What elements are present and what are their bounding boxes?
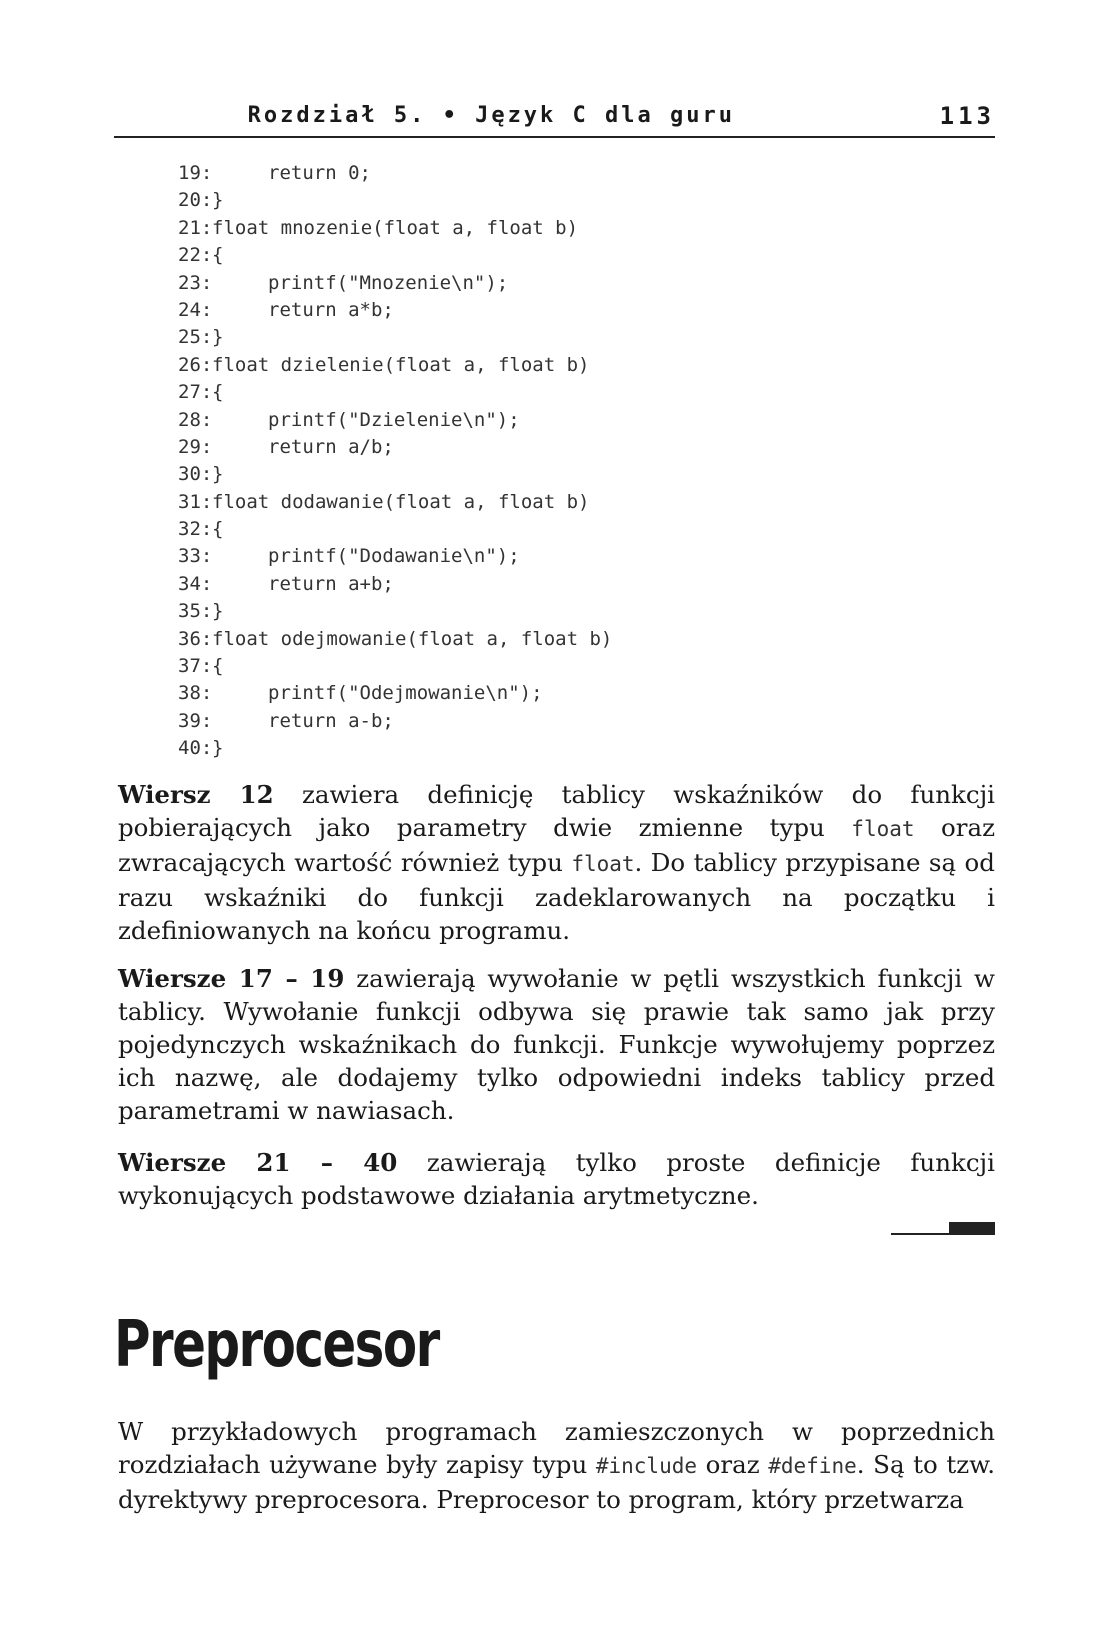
code-text: {: [212, 244, 224, 267]
line-number: 34:: [178, 572, 213, 595]
code-text: {: [212, 655, 224, 678]
code-line: [178, 215, 612, 242]
code-line: [178, 516, 612, 543]
paragraph-lead: Wiersze 21 – 40: [118, 1148, 398, 1177]
inline-code: float: [851, 817, 915, 841]
line-number: 26:: [178, 353, 213, 376]
end-mark-line: [891, 1233, 951, 1235]
code-text: return a*b;: [268, 298, 394, 321]
code-text: {: [212, 518, 224, 541]
code-line: [178, 379, 612, 406]
code-text: float dzielenie(float a, float b): [212, 353, 590, 376]
code-line: [178, 598, 612, 625]
code-line: [178, 407, 612, 434]
paragraph-text: zawierają wywołanie w pętli wszystkich funkcji w tablicy. Wywołanie funkcji odbywa się prawie tak samo jak przy pojedynczych wskaźnikach do funkcji. Funkcje wywołujemy poprzez ich nazwę, ale dodajemy tylko odpowiedni indeks tablicy przed parametrami w nawiasach.: [118, 964, 995, 1125]
line-number: 22:: [178, 244, 213, 267]
code-line: [178, 297, 612, 324]
line-number: 30:: [178, 463, 213, 486]
line-number: 35:: [178, 600, 213, 623]
running-title: Rozdział 5. • Język C dla guru: [247, 103, 735, 128]
paragraph-text: . Są to tzw. dyrektywy preprocesora. Preprocesor to program, który przetwarza: [118, 1450, 995, 1514]
inline-code: float: [571, 852, 635, 876]
paragraph-wiersze-17-19: [118, 962, 995, 1127]
line-number: 20:: [178, 189, 213, 212]
section-end-mark: [891, 1222, 995, 1236]
line-number: 23:: [178, 271, 213, 294]
code-text: printf("Dzielenie\n");: [268, 408, 520, 431]
code-line: [178, 489, 612, 516]
line-number: 24:: [178, 298, 213, 321]
paragraph-text: zawierają tylko proste definicje funkcji wykonujących podstawowe działania arytmetyczne.: [118, 1148, 995, 1210]
code-text: return a-b;: [268, 709, 394, 732]
paragraph-text: W przykładowych programach zamieszczonych w poprzednich rozdziałach używane były zapisy typu: [118, 1417, 995, 1479]
code-text: }: [212, 463, 224, 486]
code-text: }: [212, 326, 224, 349]
code-line: [178, 680, 612, 707]
code-text: printf("Mnozenie\n");: [268, 271, 509, 294]
code-text: }: [212, 600, 224, 623]
end-mark-block: [949, 1222, 995, 1235]
code-text: float odejmowanie(float a, float b): [212, 627, 613, 650]
code-line: [178, 324, 612, 351]
code-line: [178, 708, 612, 735]
page-number: 113: [939, 102, 995, 130]
running-head: [114, 98, 995, 138]
code-text: }: [212, 189, 224, 212]
code-text: }: [212, 737, 224, 760]
line-number: 32:: [178, 518, 213, 541]
code-text: printf("Dodawanie\n");: [268, 545, 520, 568]
line-number: 36:: [178, 627, 213, 650]
code-text: printf("Odejmowanie\n");: [268, 682, 543, 705]
line-number: 31:: [178, 490, 213, 513]
line-number: 29:: [178, 435, 213, 458]
code-text: float dodawanie(float a, float b): [212, 490, 590, 513]
line-number: 27:: [178, 381, 213, 404]
line-number: 19:: [178, 162, 213, 184]
code-text: return a/b;: [268, 435, 394, 458]
code-line: [178, 571, 612, 598]
line-number: 37:: [178, 655, 213, 678]
paragraph-lead: Wiersze 17 – 19: [118, 964, 345, 993]
code-line: [178, 270, 612, 297]
line-number: 38:: [178, 682, 213, 705]
paragraph-text: oraz zwracających wartość również typu: [118, 813, 995, 877]
code-line: [178, 626, 612, 653]
paragraph-text: zawiera definicję tablicy wskaźników do funkcji pobierających jako parametry dwie zmienne typu: [118, 780, 996, 842]
code-line: [178, 735, 612, 762]
code-listing: [178, 160, 612, 763]
code-line: [178, 543, 612, 570]
code-text: return a+b;: [268, 572, 394, 595]
code-line: [178, 352, 612, 379]
paragraph-text: . Do tablicy przypisane są od razu wskaźniki do funkcji zadeklarowanych na początku i zdefiniowanych na końcu programu.: [118, 848, 995, 945]
section-title: Preprocesor: [114, 1308, 439, 1382]
code-line: [178, 653, 612, 680]
code-line: [178, 242, 612, 269]
inline-code: #define: [768, 1454, 857, 1478]
line-number: 25:: [178, 326, 213, 349]
paragraph-text: oraz: [697, 1450, 769, 1479]
line-number: 40:: [178, 737, 213, 760]
code-line: [178, 434, 612, 461]
paragraph-lead: Wiersz 12: [118, 780, 274, 809]
code-line: [178, 187, 612, 214]
line-number: 33:: [178, 545, 213, 568]
code-line: [178, 461, 612, 488]
line-number: 39:: [178, 709, 213, 732]
inline-code: #include: [595, 1454, 698, 1478]
code-line: [178, 160, 612, 187]
code-text: {: [212, 381, 224, 404]
line-number: 21:: [178, 216, 213, 239]
paragraph-preprocesor-intro: [118, 1415, 995, 1516]
line-number: 28:: [178, 408, 213, 431]
code-text: float mnozenie(float a, float b): [212, 216, 579, 239]
paragraph-wiersze-21-40: [118, 1146, 995, 1212]
paragraph-wiersz-12: [118, 778, 995, 947]
code-text: return 0;: [268, 162, 371, 184]
